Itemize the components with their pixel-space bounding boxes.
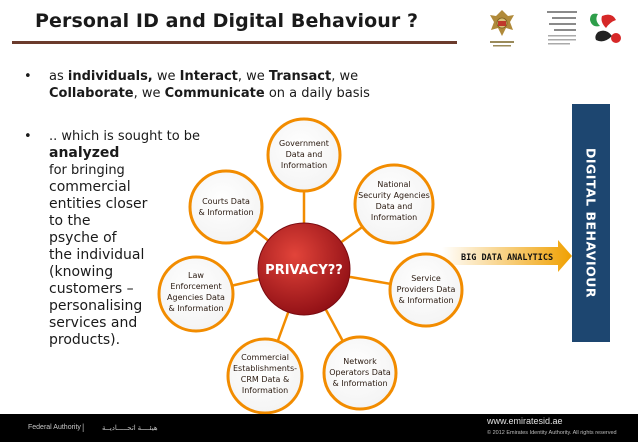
node-text: Information	[241, 386, 289, 395]
text-line: entities closer	[49, 196, 148, 212]
text-line: products).	[49, 332, 121, 348]
node-text: & Information	[332, 379, 388, 388]
page-title: Personal ID and Digital Behaviour ?	[35, 10, 419, 32]
node-network-operators	[324, 337, 396, 409]
text-run-bold: individuals,	[67, 69, 153, 84]
text-run: we	[152, 69, 180, 84]
text-run-bold: Communicate	[164, 86, 265, 101]
node-courts	[190, 171, 262, 243]
text-line: the individual	[49, 247, 145, 263]
privacy-center-node	[258, 223, 350, 315]
node-text: Government	[279, 139, 329, 148]
center-label: PRIVACY??	[265, 263, 343, 278]
text-line: customers –	[49, 281, 134, 297]
node-government	[268, 119, 340, 191]
footer-copyright: © 2012 Emirates Identity Authority. All rights reserved	[487, 430, 617, 436]
text-run: as	[49, 69, 68, 84]
text-run: , we	[133, 86, 165, 101]
big-data-arrow	[442, 240, 572, 272]
footer-separator: |	[82, 422, 85, 432]
text-line: to the	[49, 213, 91, 229]
node-text: Agencies Data	[167, 293, 225, 302]
footer-website-link[interactable]: www.emiratesid.ae	[487, 416, 563, 426]
node-text: National	[377, 180, 411, 189]
text-run: , we	[237, 69, 269, 84]
text-run: for bringing	[49, 163, 125, 178]
node-text: Commercial	[241, 353, 289, 362]
node-text: & Information	[168, 304, 224, 313]
node-text: Network	[343, 357, 377, 366]
text-run: , we	[331, 69, 359, 84]
node-text: & Information	[398, 296, 454, 305]
text-line: services and	[49, 315, 138, 331]
node-text: Operators Data	[329, 368, 391, 377]
node-text: Courts Data	[202, 197, 250, 206]
text-line: .. which is sought to be	[49, 129, 201, 144]
footer-bar	[0, 414, 638, 442]
node-text: & Information	[198, 208, 254, 217]
node-text: Data and	[285, 150, 323, 159]
bullet-dot: •	[24, 69, 32, 84]
footer-authority: Federal Authority	[28, 424, 81, 431]
text-line: (knowing	[49, 264, 114, 280]
node-text: Information	[280, 161, 328, 170]
node-text: Establishments-	[233, 364, 297, 373]
text-line: psyche of	[49, 230, 117, 246]
footer-authority-arabic: هيئــــة اتحـــــاديــة	[102, 425, 158, 432]
node-commercial	[228, 339, 302, 413]
node-text: Law	[188, 271, 204, 280]
node-law-enforcement	[159, 257, 233, 331]
node-national-security	[355, 165, 433, 243]
node-text: Providers Data	[396, 285, 456, 294]
text-run-bold: Collaborate	[49, 86, 134, 101]
node-text: Service	[411, 274, 441, 283]
node-text: Data and	[375, 202, 413, 211]
text-line: personalising	[49, 298, 143, 314]
arrow-label: BIG DATA ANALYTICS	[461, 253, 554, 263]
node-text: Security Agencies	[358, 191, 430, 200]
text-run-bold: Transact	[268, 69, 332, 84]
node-text: CRM Data &	[240, 375, 290, 384]
node-text: Enforcement	[170, 282, 222, 291]
text-run-bold: analyzed	[49, 145, 120, 161]
node-text: Information	[370, 213, 418, 222]
text-run-bold: Interact	[179, 69, 238, 84]
text-line: commercial	[49, 179, 131, 195]
node-service-providers	[390, 254, 462, 326]
digital-behaviour-label: DIGITAL BEHAVIOUR	[583, 147, 599, 299]
bullet-dot: •	[24, 129, 32, 144]
text-run: on a daily basis	[264, 86, 370, 101]
